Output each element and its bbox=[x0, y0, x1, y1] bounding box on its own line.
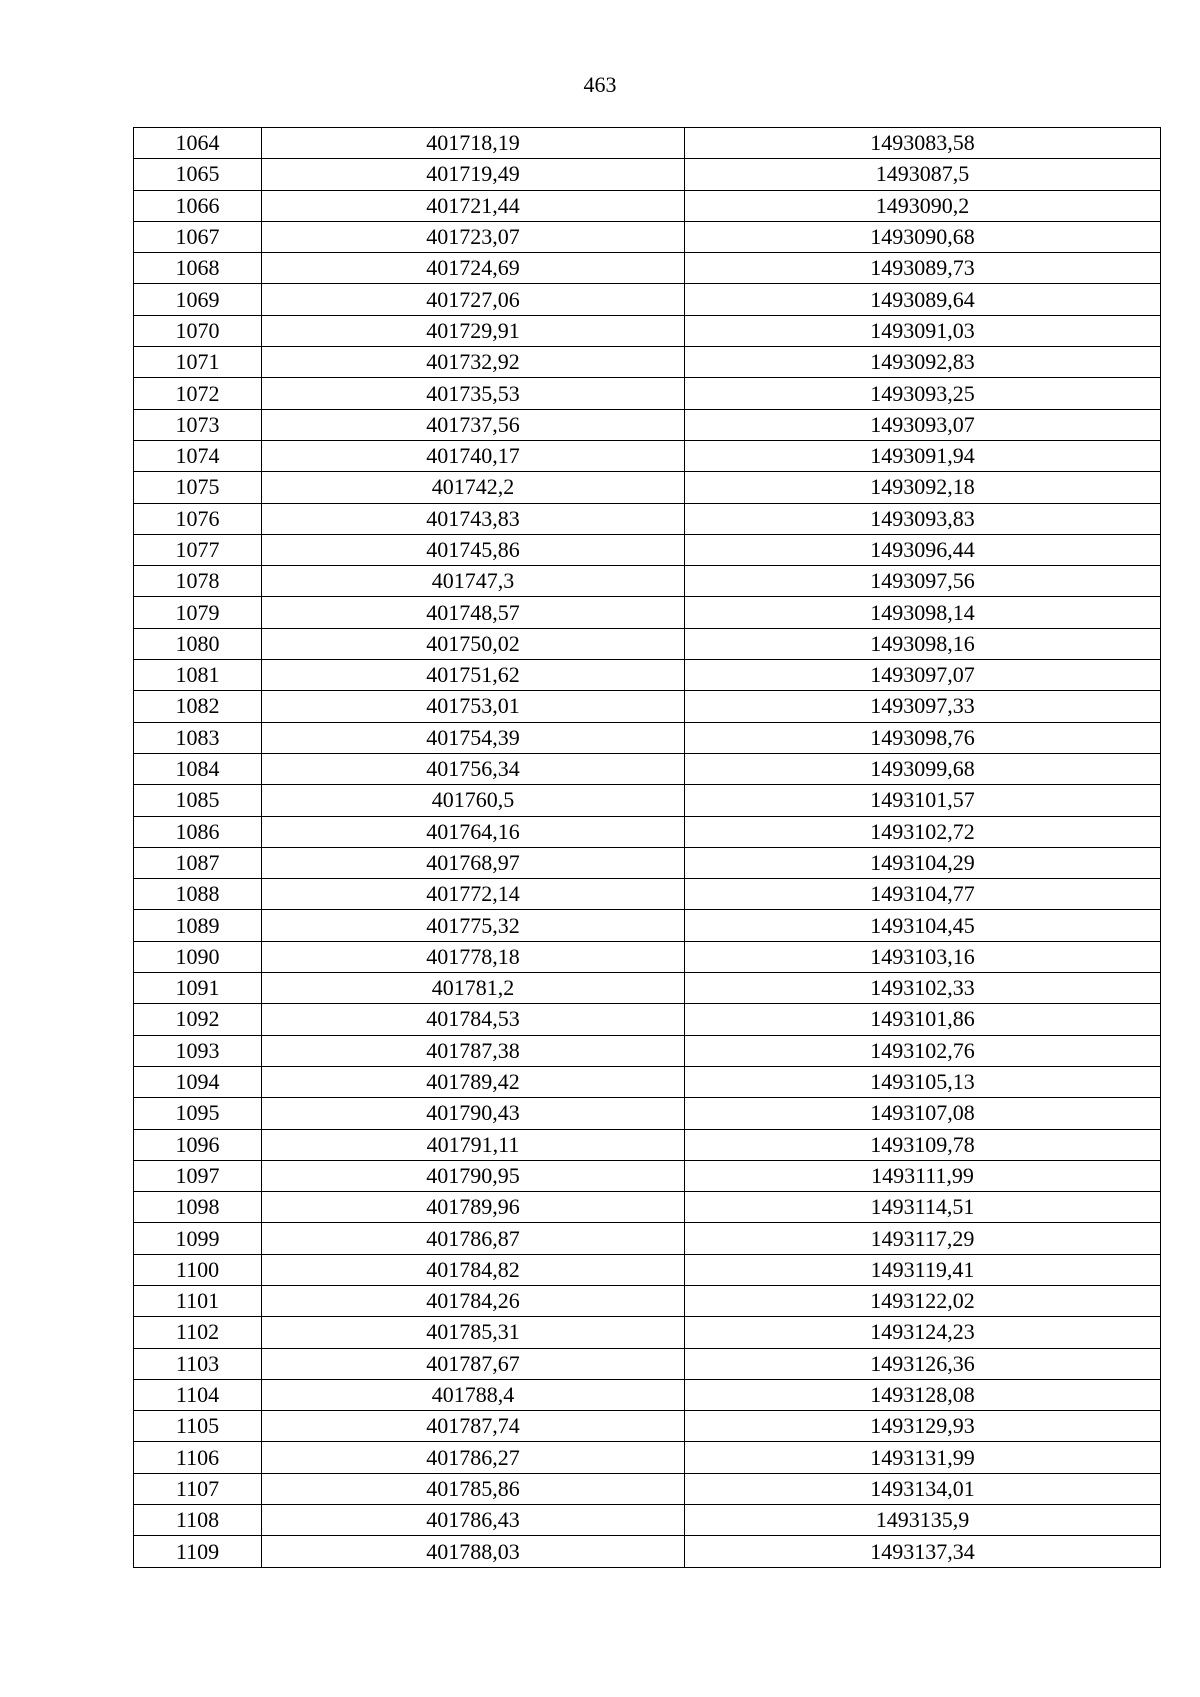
point-number-cell: 1093 bbox=[134, 1035, 262, 1066]
x-coordinate-cell: 401719,49 bbox=[262, 159, 685, 190]
table-row bbox=[134, 1129, 1161, 1160]
table-row bbox=[134, 409, 1161, 440]
y-coordinate-cell: 1493102,76 bbox=[685, 1035, 1161, 1066]
y-coordinate-cell: 1493101,86 bbox=[685, 1004, 1161, 1035]
y-coordinate-cell: 1493090,2 bbox=[685, 190, 1161, 221]
x-coordinate-cell: 401778,18 bbox=[262, 941, 685, 972]
point-number-cell: 1086 bbox=[134, 816, 262, 847]
table-row bbox=[134, 128, 1161, 159]
x-coordinate-cell: 401751,62 bbox=[262, 660, 685, 691]
x-coordinate-cell: 401781,2 bbox=[262, 973, 685, 1004]
x-coordinate-cell: 401786,87 bbox=[262, 1223, 685, 1254]
table-row bbox=[134, 753, 1161, 784]
point-number-cell: 1072 bbox=[134, 378, 262, 409]
point-number-cell: 1071 bbox=[134, 347, 262, 378]
x-coordinate-cell: 401788,03 bbox=[262, 1536, 685, 1567]
point-number-cell: 1087 bbox=[134, 847, 262, 878]
table-row bbox=[134, 973, 1161, 1004]
table-row bbox=[134, 1411, 1161, 1442]
x-coordinate-cell: 401743,83 bbox=[262, 503, 685, 534]
x-coordinate-cell: 401753,01 bbox=[262, 691, 685, 722]
table-row bbox=[134, 1160, 1161, 1191]
y-coordinate-cell: 1493111,99 bbox=[685, 1160, 1161, 1191]
point-number-cell: 1077 bbox=[134, 534, 262, 565]
y-coordinate-cell: 1493104,29 bbox=[685, 847, 1161, 878]
y-coordinate-cell: 1493109,78 bbox=[685, 1129, 1161, 1160]
x-coordinate-cell: 401784,82 bbox=[262, 1254, 685, 1285]
point-number-cell: 1089 bbox=[134, 910, 262, 941]
point-number-cell: 1094 bbox=[134, 1066, 262, 1097]
table-row bbox=[134, 816, 1161, 847]
table-row bbox=[134, 253, 1161, 284]
x-coordinate-cell: 401784,53 bbox=[262, 1004, 685, 1035]
x-coordinate-cell: 401791,11 bbox=[262, 1129, 685, 1160]
y-coordinate-cell: 1493091,03 bbox=[685, 315, 1161, 346]
coordinates-table bbox=[133, 127, 1161, 1568]
y-coordinate-cell: 1493134,01 bbox=[685, 1473, 1161, 1504]
table-row bbox=[134, 221, 1161, 252]
table-row bbox=[134, 1505, 1161, 1536]
table-row bbox=[134, 1098, 1161, 1129]
point-number-cell: 1106 bbox=[134, 1442, 262, 1473]
y-coordinate-cell: 1493124,23 bbox=[685, 1317, 1161, 1348]
point-number-cell: 1074 bbox=[134, 440, 262, 471]
table-row bbox=[134, 910, 1161, 941]
point-number-cell: 1088 bbox=[134, 879, 262, 910]
point-number-cell: 1083 bbox=[134, 722, 262, 753]
point-number-cell: 1108 bbox=[134, 1505, 262, 1536]
x-coordinate-cell: 401742,2 bbox=[262, 472, 685, 503]
x-coordinate-cell: 401721,44 bbox=[262, 190, 685, 221]
point-number-cell: 1103 bbox=[134, 1348, 262, 1379]
y-coordinate-cell: 1493089,64 bbox=[685, 284, 1161, 315]
point-number-cell: 1096 bbox=[134, 1129, 262, 1160]
point-number-cell: 1082 bbox=[134, 691, 262, 722]
y-coordinate-cell: 1493104,77 bbox=[685, 879, 1161, 910]
table-row bbox=[134, 284, 1161, 315]
x-coordinate-cell: 401740,17 bbox=[262, 440, 685, 471]
y-coordinate-cell: 1493122,02 bbox=[685, 1285, 1161, 1316]
y-coordinate-cell: 1493114,51 bbox=[685, 1192, 1161, 1223]
table-row bbox=[134, 1317, 1161, 1348]
point-number-cell: 1078 bbox=[134, 566, 262, 597]
y-coordinate-cell: 1493096,44 bbox=[685, 534, 1161, 565]
point-number-cell: 1095 bbox=[134, 1098, 262, 1129]
x-coordinate-cell: 401786,43 bbox=[262, 1505, 685, 1536]
x-coordinate-cell: 401748,57 bbox=[262, 597, 685, 628]
table-row bbox=[134, 1192, 1161, 1223]
y-coordinate-cell: 1493098,76 bbox=[685, 722, 1161, 753]
y-coordinate-cell: 1493104,45 bbox=[685, 910, 1161, 941]
table-row bbox=[134, 879, 1161, 910]
point-number-cell: 1092 bbox=[134, 1004, 262, 1035]
table-row bbox=[134, 1379, 1161, 1410]
point-number-cell: 1097 bbox=[134, 1160, 262, 1191]
x-coordinate-cell: 401775,32 bbox=[262, 910, 685, 941]
table-row bbox=[134, 785, 1161, 816]
y-coordinate-cell: 1493083,58 bbox=[685, 128, 1161, 159]
table-row bbox=[134, 722, 1161, 753]
point-number-cell: 1100 bbox=[134, 1254, 262, 1285]
x-coordinate-cell: 401760,5 bbox=[262, 785, 685, 816]
table-row bbox=[134, 534, 1161, 565]
table-row bbox=[134, 660, 1161, 691]
table-row bbox=[134, 1004, 1161, 1035]
table-row bbox=[134, 1285, 1161, 1316]
x-coordinate-cell: 401723,07 bbox=[262, 221, 685, 252]
x-coordinate-cell: 401718,19 bbox=[262, 128, 685, 159]
y-coordinate-cell: 1493092,18 bbox=[685, 472, 1161, 503]
point-number-cell: 1069 bbox=[134, 284, 262, 315]
x-coordinate-cell: 401729,91 bbox=[262, 315, 685, 346]
table-row bbox=[134, 1035, 1161, 1066]
x-coordinate-cell: 401785,86 bbox=[262, 1473, 685, 1504]
point-number-cell: 1080 bbox=[134, 628, 262, 659]
table-row bbox=[134, 691, 1161, 722]
y-coordinate-cell: 1493128,08 bbox=[685, 1379, 1161, 1410]
y-coordinate-cell: 1493117,29 bbox=[685, 1223, 1161, 1254]
table-row bbox=[134, 347, 1161, 378]
x-coordinate-cell: 401737,56 bbox=[262, 409, 685, 440]
y-coordinate-cell: 1493098,16 bbox=[685, 628, 1161, 659]
table-row bbox=[134, 566, 1161, 597]
x-coordinate-cell: 401789,42 bbox=[262, 1066, 685, 1097]
x-coordinate-cell: 401756,34 bbox=[262, 753, 685, 784]
x-coordinate-cell: 401724,69 bbox=[262, 253, 685, 284]
x-coordinate-cell: 401772,14 bbox=[262, 879, 685, 910]
table-row bbox=[134, 1254, 1161, 1285]
table-row bbox=[134, 847, 1161, 878]
coordinates-table-body bbox=[134, 128, 1161, 1568]
point-number-cell: 1109 bbox=[134, 1536, 262, 1567]
x-coordinate-cell: 401787,67 bbox=[262, 1348, 685, 1379]
y-coordinate-cell: 1493119,41 bbox=[685, 1254, 1161, 1285]
y-coordinate-cell: 1493099,68 bbox=[685, 753, 1161, 784]
y-coordinate-cell: 1493090,68 bbox=[685, 221, 1161, 252]
point-number-cell: 1101 bbox=[134, 1285, 262, 1316]
page-number: 463 bbox=[583, 72, 617, 97]
x-coordinate-cell: 401764,16 bbox=[262, 816, 685, 847]
y-coordinate-cell: 1493105,13 bbox=[685, 1066, 1161, 1097]
point-number-cell: 1084 bbox=[134, 753, 262, 784]
x-coordinate-cell: 401735,53 bbox=[262, 378, 685, 409]
point-number-cell: 1105 bbox=[134, 1411, 262, 1442]
point-number-cell: 1068 bbox=[134, 253, 262, 284]
point-number-cell: 1070 bbox=[134, 315, 262, 346]
x-coordinate-cell: 401790,43 bbox=[262, 1098, 685, 1129]
y-coordinate-cell: 1493131,99 bbox=[685, 1442, 1161, 1473]
table-row bbox=[134, 1473, 1161, 1504]
y-coordinate-cell: 1493103,16 bbox=[685, 941, 1161, 972]
point-number-cell: 1076 bbox=[134, 503, 262, 534]
y-coordinate-cell: 1493089,73 bbox=[685, 253, 1161, 284]
table-row bbox=[134, 503, 1161, 534]
table-row bbox=[134, 1536, 1161, 1567]
table-row bbox=[134, 440, 1161, 471]
point-number-cell: 1066 bbox=[134, 190, 262, 221]
x-coordinate-cell: 401788,4 bbox=[262, 1379, 685, 1410]
y-coordinate-cell: 1493107,08 bbox=[685, 1098, 1161, 1129]
x-coordinate-cell: 401747,3 bbox=[262, 566, 685, 597]
point-number-cell: 1099 bbox=[134, 1223, 262, 1254]
point-number-cell: 1065 bbox=[134, 159, 262, 190]
y-coordinate-cell: 1493098,14 bbox=[685, 597, 1161, 628]
table-row bbox=[134, 1066, 1161, 1097]
table-row bbox=[134, 1348, 1161, 1379]
y-coordinate-cell: 1493087,5 bbox=[685, 159, 1161, 190]
y-coordinate-cell: 1493135,9 bbox=[685, 1505, 1161, 1536]
x-coordinate-cell: 401727,06 bbox=[262, 284, 685, 315]
x-coordinate-cell: 401732,92 bbox=[262, 347, 685, 378]
table-row bbox=[134, 378, 1161, 409]
x-coordinate-cell: 401789,96 bbox=[262, 1192, 685, 1223]
y-coordinate-cell: 1493097,33 bbox=[685, 691, 1161, 722]
point-number-cell: 1079 bbox=[134, 597, 262, 628]
y-coordinate-cell: 1493101,57 bbox=[685, 785, 1161, 816]
y-coordinate-cell: 1493093,25 bbox=[685, 378, 1161, 409]
x-coordinate-cell: 401790,95 bbox=[262, 1160, 685, 1191]
point-number-cell: 1098 bbox=[134, 1192, 262, 1223]
y-coordinate-cell: 1493102,33 bbox=[685, 973, 1161, 1004]
table-row bbox=[134, 1442, 1161, 1473]
point-number-cell: 1085 bbox=[134, 785, 262, 816]
y-coordinate-cell: 1493129,93 bbox=[685, 1411, 1161, 1442]
y-coordinate-cell: 1493093,07 bbox=[685, 409, 1161, 440]
point-number-cell: 1104 bbox=[134, 1379, 262, 1410]
y-coordinate-cell: 1493137,34 bbox=[685, 1536, 1161, 1567]
table-row bbox=[134, 1223, 1161, 1254]
x-coordinate-cell: 401786,27 bbox=[262, 1442, 685, 1473]
y-coordinate-cell: 1493126,36 bbox=[685, 1348, 1161, 1379]
point-number-cell: 1073 bbox=[134, 409, 262, 440]
table-row bbox=[134, 941, 1161, 972]
point-number-cell: 1107 bbox=[134, 1473, 262, 1504]
x-coordinate-cell: 401787,38 bbox=[262, 1035, 685, 1066]
table-row bbox=[134, 597, 1161, 628]
y-coordinate-cell: 1493097,56 bbox=[685, 566, 1161, 597]
y-coordinate-cell: 1493093,83 bbox=[685, 503, 1161, 534]
point-number-cell: 1067 bbox=[134, 221, 262, 252]
point-number-cell: 1091 bbox=[134, 973, 262, 1004]
point-number-cell: 1064 bbox=[134, 128, 262, 159]
table-row bbox=[134, 628, 1161, 659]
table-row bbox=[134, 315, 1161, 346]
x-coordinate-cell: 401785,31 bbox=[262, 1317, 685, 1348]
x-coordinate-cell: 401768,97 bbox=[262, 847, 685, 878]
x-coordinate-cell: 401750,02 bbox=[262, 628, 685, 659]
point-number-cell: 1081 bbox=[134, 660, 262, 691]
y-coordinate-cell: 1493092,83 bbox=[685, 347, 1161, 378]
table-row bbox=[134, 159, 1161, 190]
x-coordinate-cell: 401787,74 bbox=[262, 1411, 685, 1442]
table-row bbox=[134, 190, 1161, 221]
y-coordinate-cell: 1493102,72 bbox=[685, 816, 1161, 847]
x-coordinate-cell: 401784,26 bbox=[262, 1285, 685, 1316]
y-coordinate-cell: 1493091,94 bbox=[685, 440, 1161, 471]
y-coordinate-cell: 1493097,07 bbox=[685, 660, 1161, 691]
x-coordinate-cell: 401745,86 bbox=[262, 534, 685, 565]
point-number-cell: 1102 bbox=[134, 1317, 262, 1348]
point-number-cell: 1090 bbox=[134, 941, 262, 972]
point-number-cell: 1075 bbox=[134, 472, 262, 503]
x-coordinate-cell: 401754,39 bbox=[262, 722, 685, 753]
table-row bbox=[134, 472, 1161, 503]
